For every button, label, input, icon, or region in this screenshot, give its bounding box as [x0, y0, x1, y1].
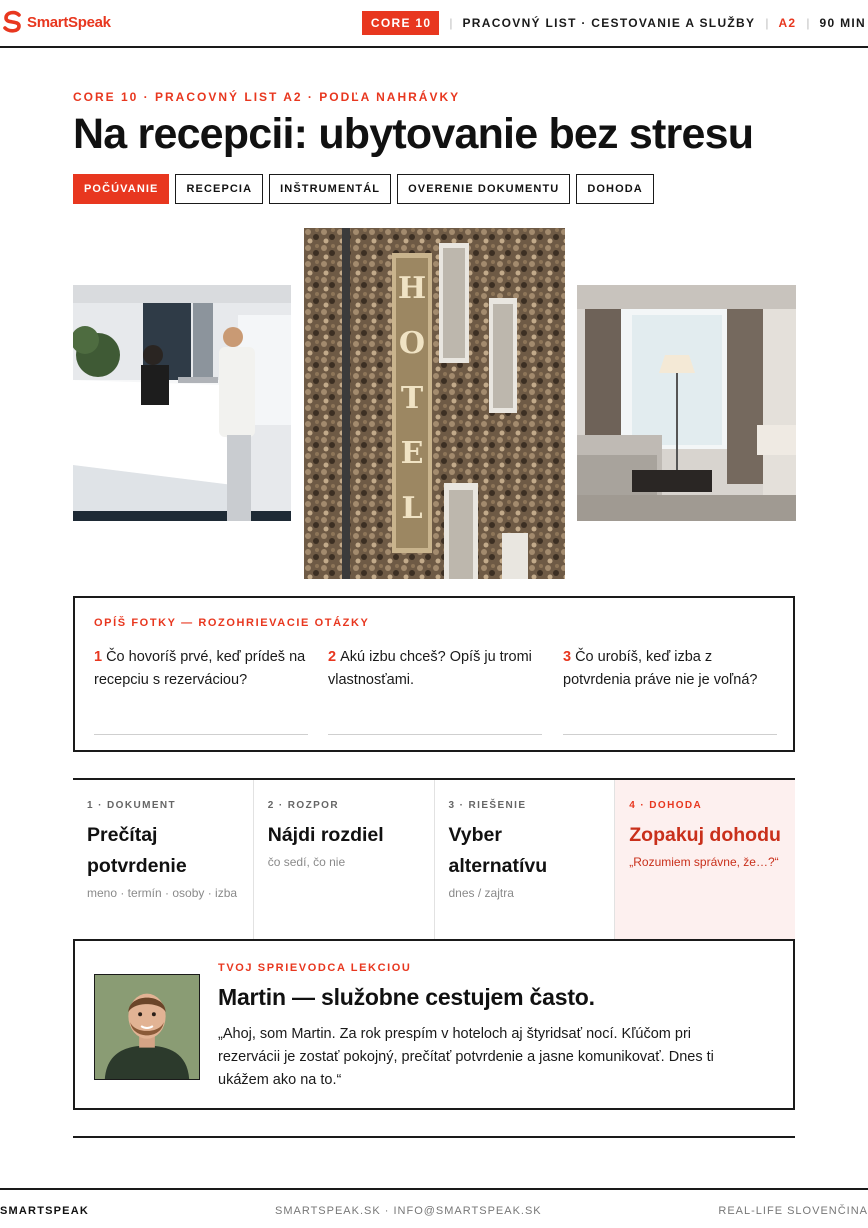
tab-document-check[interactable]: OVERENIE DOKUMENTU — [397, 174, 570, 204]
photo-hotel-room — [577, 285, 796, 521]
level-label: A2 — [778, 16, 797, 30]
step-agreement: 4 · DOHODA Zopakuj dohodu „Rozumiem správne, že…?“ — [615, 780, 795, 940]
top-header — [0, 0, 868, 48]
tab-listening[interactable]: POČÚVANIE — [73, 174, 169, 204]
tab-reception[interactable]: RECEPCIA — [175, 174, 263, 204]
step-document: 1 · DOKUMENT Prečítaj potvrdenie meno · termín · osoby · izba — [73, 780, 254, 940]
answer-line[interactable] — [563, 734, 777, 735]
lesson-guide-box — [73, 939, 795, 1110]
brand-logo[interactable] — [2, 9, 111, 35]
avatar — [94, 974, 200, 1080]
guide-quote: „Ahoj, som Martin. Za rok prespím v hoteloch aj štyridsať nocí. Kľúčom pri rezervácii je zostať pokojný, prečítať potvrdenie a jasne komunikovať. Dnes ti ukážem ako na to.“ — [218, 1026, 714, 1088]
divider: | — [765, 16, 769, 30]
divider — [73, 1136, 795, 1138]
header-meta — [362, 11, 866, 35]
svg-text:E: E — [400, 436, 424, 471]
footer-brand: SMARTSPEAK — [0, 1205, 90, 1217]
guide-title: Martin — služobne cestujem často. — [218, 984, 595, 1010]
svg-text:O: O — [398, 326, 426, 361]
lesson-kicker: CORE 10 · PRACOVNÝ LIST A2 · PODĽA NAHRÁVKY — [73, 90, 461, 104]
answer-line[interactable] — [328, 734, 542, 735]
worksheet-label: PRACOVNÝ LIST · CESTOVANIE A SLUŽBY — [462, 16, 756, 30]
footer — [0, 1188, 868, 1228]
svg-text:H: H — [397, 271, 427, 306]
footer-contact[interactable]: SMARTSPEAK.SK · INFO@SMARTSPEAK.SK — [275, 1205, 542, 1217]
duration-label: 90 MIN — [819, 16, 866, 30]
step-discrepancy: 2 · ROZPOR Nájdi rozdiel čo sedí, čo nie — [254, 780, 435, 940]
question-item: 1 Čo hovoríš prvé, keď prídeš na recepciu s rezerváciou? — [94, 649, 306, 688]
warmup-questions-box — [73, 596, 795, 752]
page-title: Na recepcii: ubytovanie bez stresu — [73, 110, 754, 158]
divider: | — [449, 16, 453, 30]
photo-hotel-facade — [304, 228, 565, 579]
brand-name: SmartSpeak — [27, 13, 111, 31]
tab-instrumental[interactable]: INŠTRUMENTÁL — [269, 174, 391, 204]
core-badge: CORE 10 — [362, 11, 439, 35]
logo-icon — [2, 10, 24, 34]
question-item: 2 Akú izbu chceš? Opíš ju tromi vlastnosťami. — [328, 649, 532, 688]
svg-text:L: L — [401, 491, 423, 526]
footer-tagline: REAL-LIFE SLOVENČINA — [718, 1205, 868, 1217]
topic-tabs — [73, 174, 654, 204]
question-item: 3 Čo urobíš, keď izba z potvrdenia práve nie je voľná? — [563, 649, 758, 688]
divider: | — [806, 16, 810, 30]
tab-agreement[interactable]: DOHODA — [576, 174, 654, 204]
photo-reception-desk — [73, 285, 291, 521]
step-solution: 3 · RIEŠENIE Vyber alternatívu dnes / zajtra — [435, 780, 616, 940]
lesson-steps — [73, 778, 795, 940]
svg-text:T: T — [400, 381, 424, 416]
questions-heading: OPÍŠ FOTKY — ROZOHRIEVACIE OTÁZKY — [94, 617, 370, 629]
guide-kicker: TVOJ SPRIEVODCA LEKCIOU — [218, 962, 412, 974]
answer-line[interactable] — [94, 734, 308, 735]
